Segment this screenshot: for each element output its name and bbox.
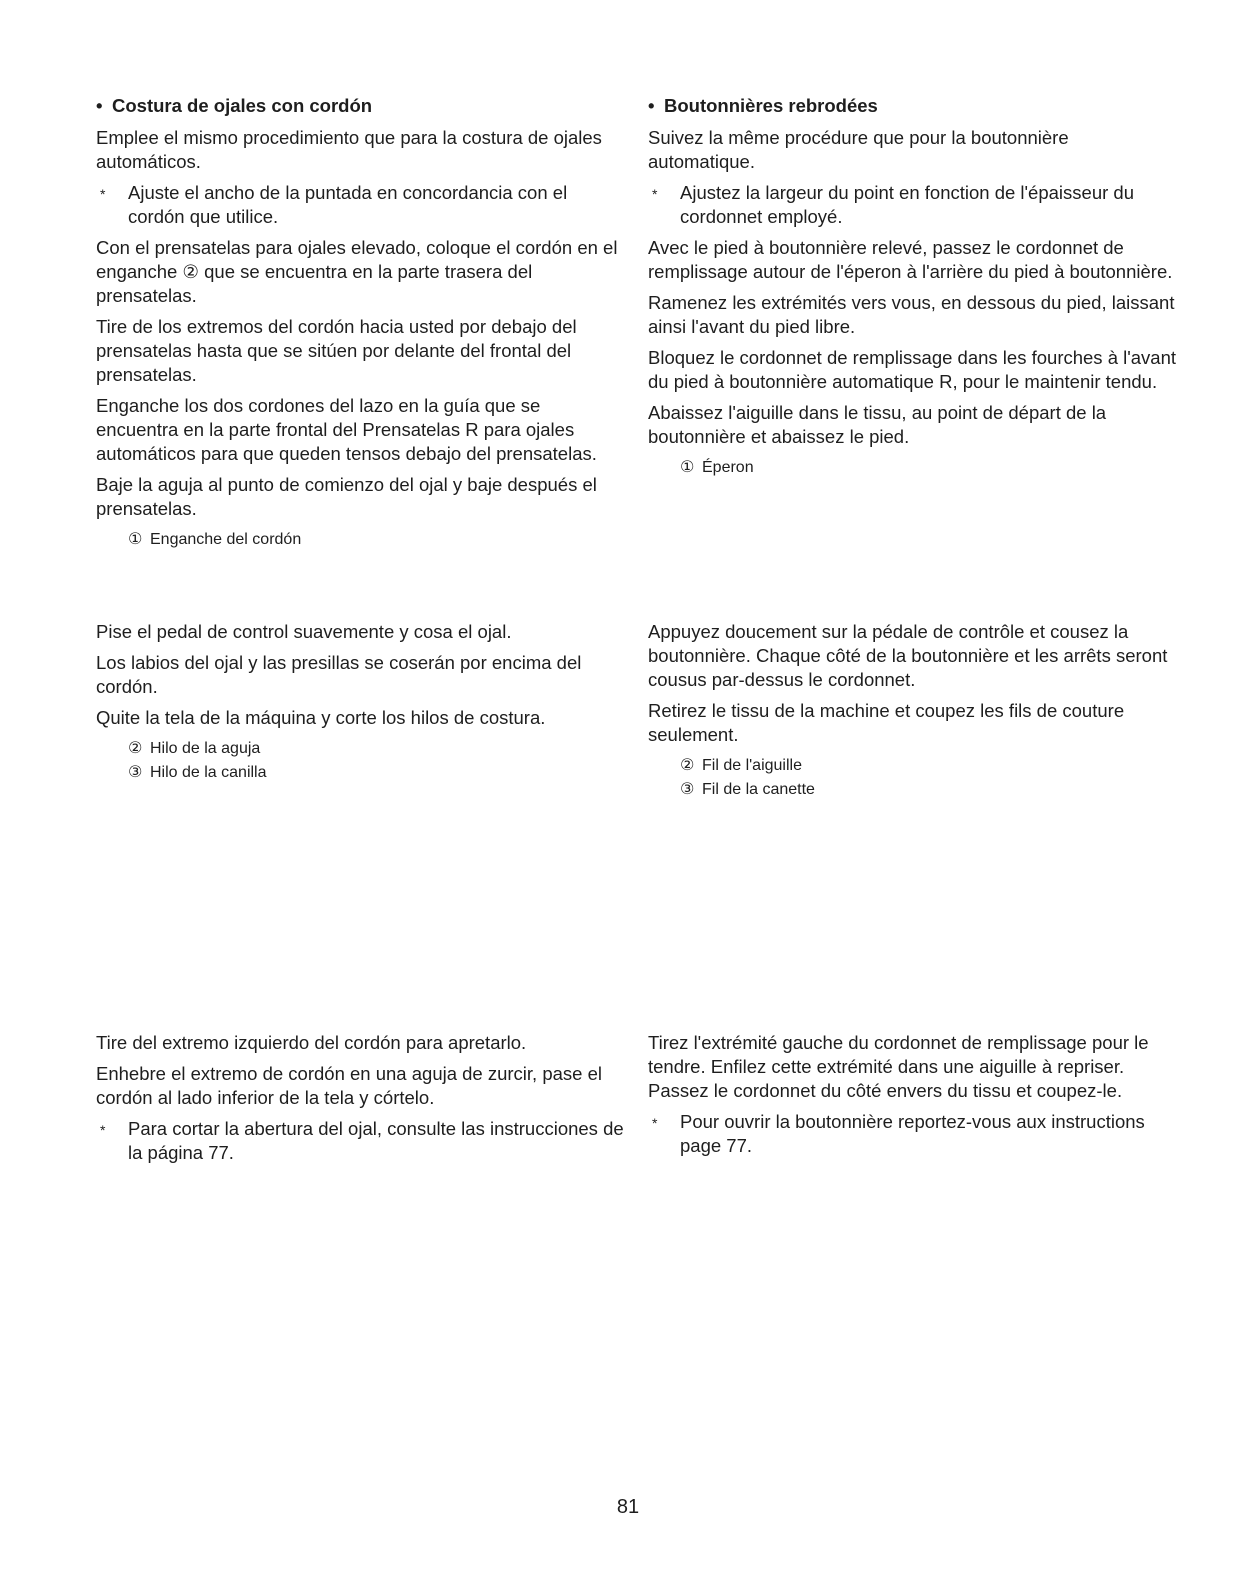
es-note: * Ajuste el ancho de la puntada en concordancia con el cordón que utilice.	[100, 182, 568, 227]
page-number: 81	[616, 1496, 640, 1518]
fr-paragraph: Suivez la même procédure que pour la boutonnière automatique.	[648, 127, 1069, 172]
es-paragraph: Tire de los extremos del cordón hacia usted por debajo del prensatelas hasta que se sitúen por delante del frontal del prensatelas.	[96, 316, 577, 385]
fr-note: * Pour ouvrir la boutonnière reportez-vous aux instructions page 77.	[652, 1111, 1145, 1156]
es-paragraph: Enganche los dos cordones del lazo en la guía que se encuentra en la parte frontal del Prensatelas R para ojales automáticos para que queden tensos debajo del prensatelas.	[96, 395, 597, 464]
es-section-sewing	[96, 620, 626, 785]
es-paragraph: Los labios del ojal y las presillas se coserán por encima del cordón.	[96, 652, 582, 697]
fr-paragraph: Retirez le tissu de la machine et coupez les fils de couture seulement.	[648, 700, 1125, 745]
fr-paragraph: Appuyez doucement sur la pédale de contrôle et cousez la boutonnière. Chaque côté de la boutonnière et les arrêts seront cousus par-dessus le cordonnet.	[648, 621, 1168, 690]
fr-section-finishing	[648, 1031, 1178, 1165]
fr-note: * Ajustez la largeur du point en fonction de l'épaisseur du cordonnet employé.	[652, 182, 1134, 227]
es-paragraph: Enhebre el extremo de cordón en una aguja de zurcir, pase el cordón al lado inferior de la tela y córtelo.	[96, 1063, 602, 1108]
legend-item: ① Enganche del cordón	[128, 531, 302, 548]
fr-paragraph: Bloquez le cordonnet de remplissage dans les fourches à l'avant du pied à boutonnière automatique R, pour le maintenir tendu.	[648, 347, 1177, 392]
es-paragraph: Emplee el mismo procedimiento que para la costura de ojales automáticos.	[96, 127, 602, 172]
fr-paragraph: Tirez l'extrémité gauche du cordonnet de remplissage pour le tendre. Enfilez cette extrémité dans une aiguille à repriser. Passez le cordonnet du côté envers du tissu et coupez-le.	[648, 1032, 1149, 1101]
es-legend	[128, 737, 626, 785]
fr-paragraph: Avec le pied à boutonnière relevé, passez le cordonnet de remplissage autour de l'éperon à l'arrière du pied à boutonnière.	[648, 237, 1173, 282]
note-asterisk: *	[652, 1115, 658, 1131]
legend-item: ② Hilo de la aguja	[128, 740, 261, 757]
legend-item: ③ Fil de la canette	[680, 781, 815, 798]
bullet: •	[96, 95, 103, 116]
es-section-cordon-buttonhole	[96, 94, 626, 552]
fr-legend	[680, 456, 1178, 480]
fr-section-title: • Boutonnières rebrodées	[648, 95, 878, 116]
note-asterisk: *	[652, 186, 658, 202]
legend-item: ① Éperon	[680, 459, 754, 476]
es-legend	[128, 528, 626, 552]
es-note: * Para cortar la abertura del ojal, consulte las instrucciones de la página 77.	[100, 1118, 624, 1163]
es-paragraph: Baje la aguja al punto de comienzo del ojal y baje después el prensatelas.	[96, 474, 597, 519]
note-asterisk: *	[100, 1122, 106, 1138]
es-paragraph: Quite la tela de la máquina y corte los hilos de costura.	[96, 707, 546, 728]
es-paragraph: Con el prensatelas para ojales elevado, coloque el cordón en el enganche ② que se encuentra en la parte trasera del prensatelas.	[96, 237, 618, 306]
es-paragraph: Tire del extremo izquierdo del cordón para apretarlo.	[96, 1032, 527, 1053]
legend-item: ② Fil de l'aiguille	[680, 757, 802, 774]
bullet: •	[648, 95, 655, 116]
fr-paragraph: Abaissez l'aiguille dans le tissu, au point de départ de la boutonnière et abaissez le pied.	[648, 402, 1107, 447]
legend-item: ③ Hilo de la canilla	[128, 764, 267, 781]
note-asterisk: *	[100, 186, 106, 202]
es-section-title: • Costura de ojales con cordón	[96, 95, 373, 116]
fr-section-sewing	[648, 620, 1178, 802]
fr-legend	[680, 754, 1178, 802]
es-paragraph: Pise el pedal de control suavemente y cosa el ojal.	[96, 621, 512, 642]
es-section-finishing	[96, 1031, 626, 1172]
fr-paragraph: Ramenez les extrémités vers vous, en dessous du pied, laissant ainsi l'avant du pied libre.	[648, 292, 1175, 337]
fr-section-cordon-buttonhole	[648, 94, 1178, 480]
